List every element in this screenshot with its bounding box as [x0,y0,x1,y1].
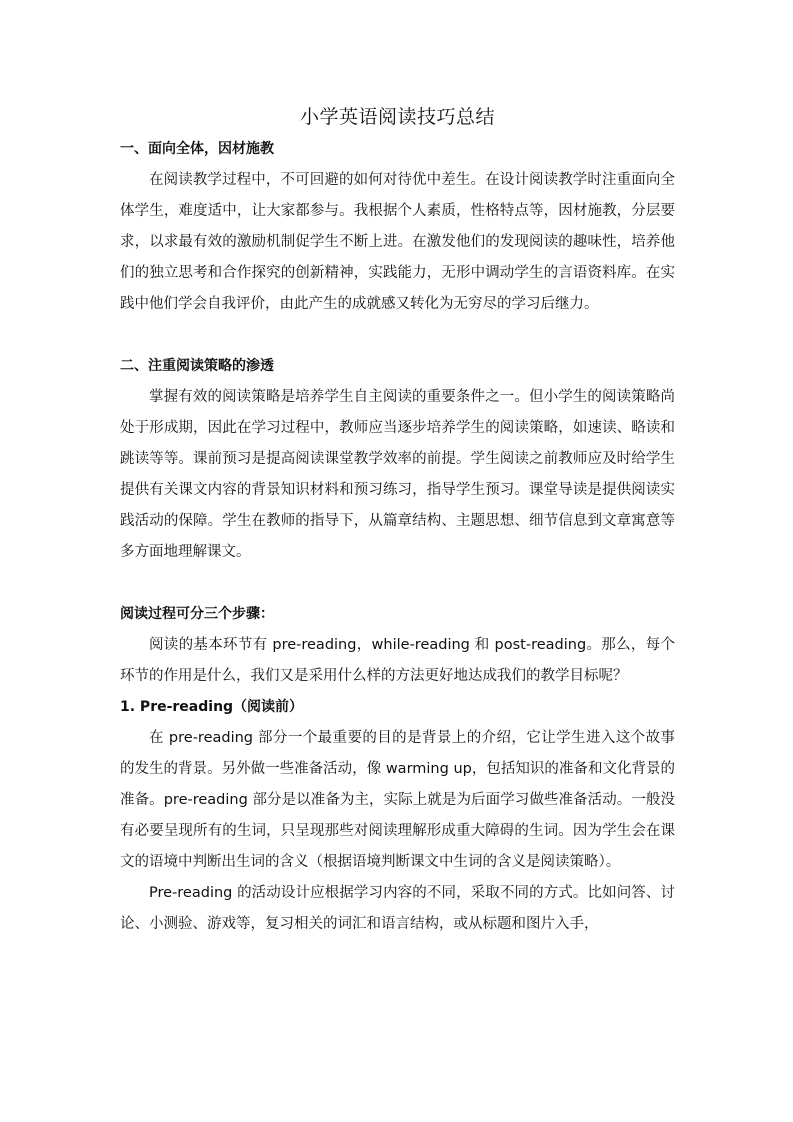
subsection-paragraph-2: Pre-reading 的活动设计应根据学习内容的不同，采取不同的方式。比如问答、讨论、小测验、游戏等，复习相关的词汇和语言结构，或从标题和图片入手， [120,885,675,932]
blank-line [120,568,675,599]
section-paragraph-1: 在阅读教学过程中，不可回避的如何对待优中差生。在设计阅读教学时注重面向全体学生，难度适中，让大家都参与。我根据个人素质，性格特点等，因材施教，分层要求，以求最有效的激励机制促学生不断上进。在激发他们的发现阅读的趣味性，培养他们的独立思考和合作探究的创新精神，实践能力，无形中调动学生的言语资料库。在实践中他们学会自我评价，由此产生的成就感又转化为无穷尽的学习后继力。 [120,172,675,312]
section-heading-2: 二、注重阅读策略的渗透 [120,358,274,374]
document-body [120,100,675,940]
document-title: 小学英语阅读技巧总结 [299,106,495,128]
subsection-heading-pre-reading: 1. Pre-reading（阅读前） [120,699,304,715]
subsection-paragraph-1: 在 pre-reading 部分一个最重要的目的是背景上的介绍，它让学生进入这个故事的发生的背景。另外做一些准备活动，像 warming up，包括知识的准备和文化背景的准备。pre-reading 部分是以准备为主，实际上就是为后面学习做些准备活动。一般没有必要呈现所有的生词，只呈现那些对阅读理解形成重大障碍的生词。因为学生会在课文的语境中判断出生词的含义（根据语境判断课文中生词的含义是阅读策略）。 [120,730,675,870]
section-heading-3: 阅读过程可分三个步骤： [120,606,274,622]
blank-line [120,320,675,351]
section-paragraph-3: 阅读的基本环节有 pre-reading，while-reading 和 post-reading。那么，每个环节的作用是什么，我们又是采用什么样的方法更好地达成我们的教学目标呢？ [120,637,675,684]
section-paragraph-2: 掌握有效的阅读策略是培养学生自主阅读的重要条件之一。但小学生的阅读策略尚处于形成期，因此在学习过程中，教师应当逐步培养学生的阅读策略，如速读、略读和跳读等等。课前预习是提高阅读课堂教学效率的前提。学生阅读之前教师应及时给学生提供有关课文内容的背景知识材料和预习练习，指导学生预习。课堂导读是提供阅读实践活动的保障。学生在教师的指导下，从篇章结构、主题思想、细节信息到文章寓意等多方面地理解课文。 [120,389,675,560]
section-heading-1: 一、面向全体，因材施教 [120,141,274,157]
